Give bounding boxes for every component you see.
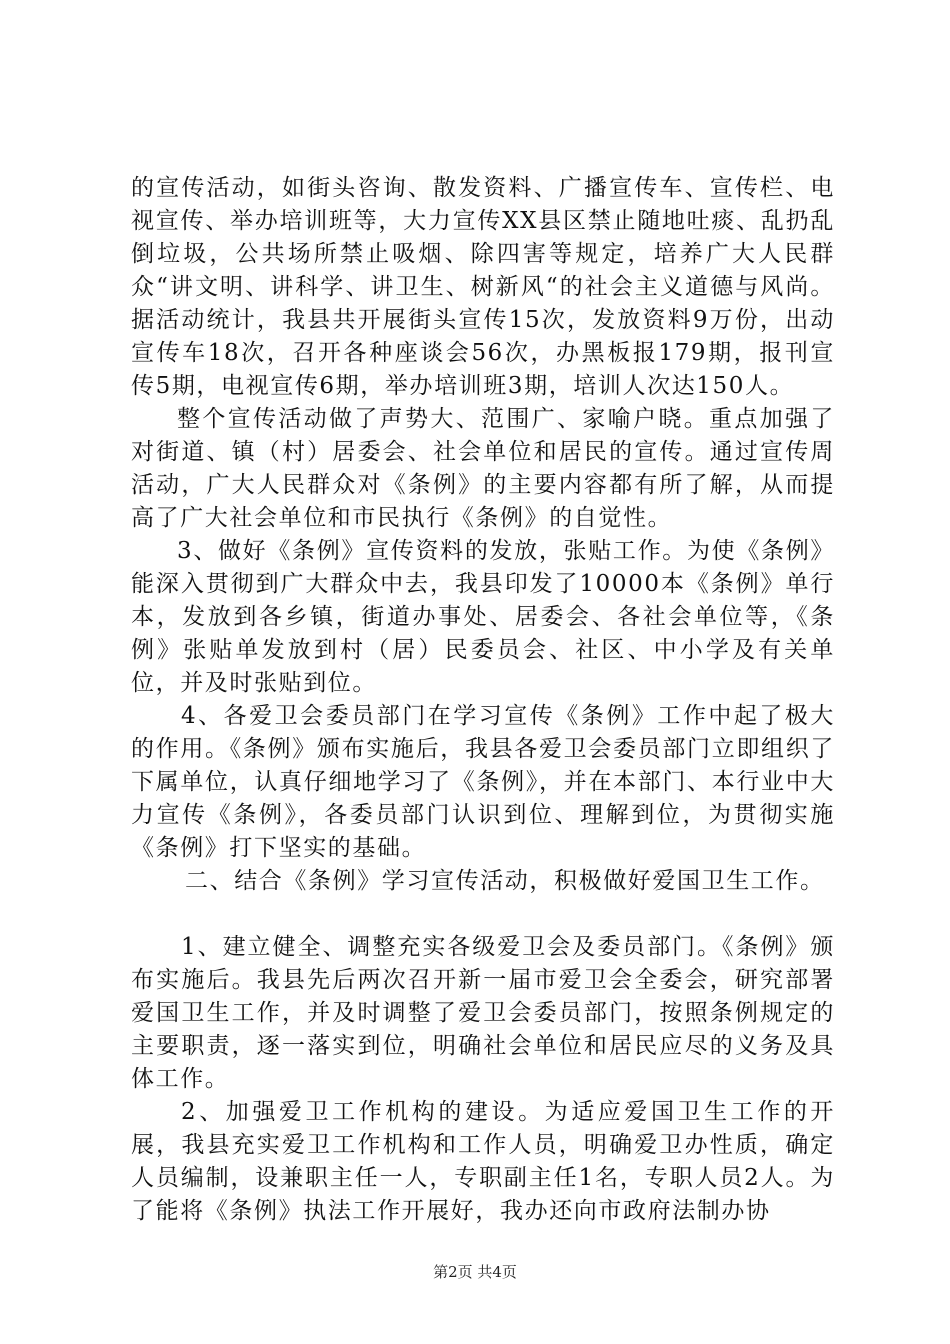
paragraph-publicity-activities: 的宣传活动，如街头咨询、散发资料、广播宣传车、宣传栏、电视宣传、举办培训班等，大力宣传XX县区禁止随地吐痰、乱扔乱倒垃圾，公共场所禁止吸烟、除四害等规定，培养广大人民群众“讲文明、讲科学、讲卫生、树新风“的社会主义道德与风尚。据活动统计，我县共开展街头宣传15次，发放资料9万份，出动宣传车18次，召开各种座谈会56次，办黑板报179期，报刊宣传5期，电视宣传6期，举办培训班3期，培训人次达150人。: [131, 175, 835, 399]
blank-line: [131, 898, 835, 931]
paragraph-section2-item-2: 2、加强爱卫工作机构的建设。为适应爱国卫生工作的开展，我县充实爱卫工作机构和工作人员，明确爱卫办性质，确定人员编制，设兼职主任一人，专职副主任1名，专职人员2人。为了能将《条例》执法工作开展好，我办还向市政府法制办协: [131, 1099, 835, 1224]
paragraph-item-3: 3、做好《条例》宣传资料的发放，张贴工作。为使《条例》能深入贯彻到广大群众中去，我县印发了10000本《条例》单行本，发放到各乡镇，街道办事处、居委会、各社会单位等，《条例》张贴单发放到村（居）民委员会、社区、中小学及有关单位，并及时张贴到位。: [131, 538, 835, 696]
paragraph-section2-item-1: 1、建立健全、调整充实各级爱卫会及委员部门。《条例》颁布实施后。我县先后两次召开新一届市爱卫会全委会，研究部署爱国卫生工作，并及时调整了爱卫会委员部门，按照条例规定的主要职责，逐一落实到位，明确社会单位和居民应尽的义务及具体工作。: [131, 934, 835, 1092]
paragraph-publicity-summary: 整个宣传活动做了声势大、范围广、家喻户晓。重点加强了对街道、镇（村）居委会、社会单位和居民的宣传。通过宣传周活动，广大人民群众对《条例》的主要内容都有所了解，从而提高了广大社会单位和市民执行《条例》的自觉性。: [131, 406, 835, 531]
paragraph-item-4: 4、各爱卫会委员部门在学习宣传《条例》工作中起了极大的作用。《条例》颁布实施后，我县各爱卫会委员部门立即组织了下属单位，认真仔细地学习了《条例》，并在本部门、本行业中大力宣传《条例》，各委员部门认识到位、理解到位，为贯彻实施《条例》打下坚实的基础。: [131, 703, 835, 861]
section-heading-2: 二、结合《条例》学习宣传活动，积极做好爱国卫生工作。: [185, 868, 825, 894]
document-body: [131, 172, 835, 1228]
page-number-footer: 第2页 共4页: [433, 1263, 517, 1281]
